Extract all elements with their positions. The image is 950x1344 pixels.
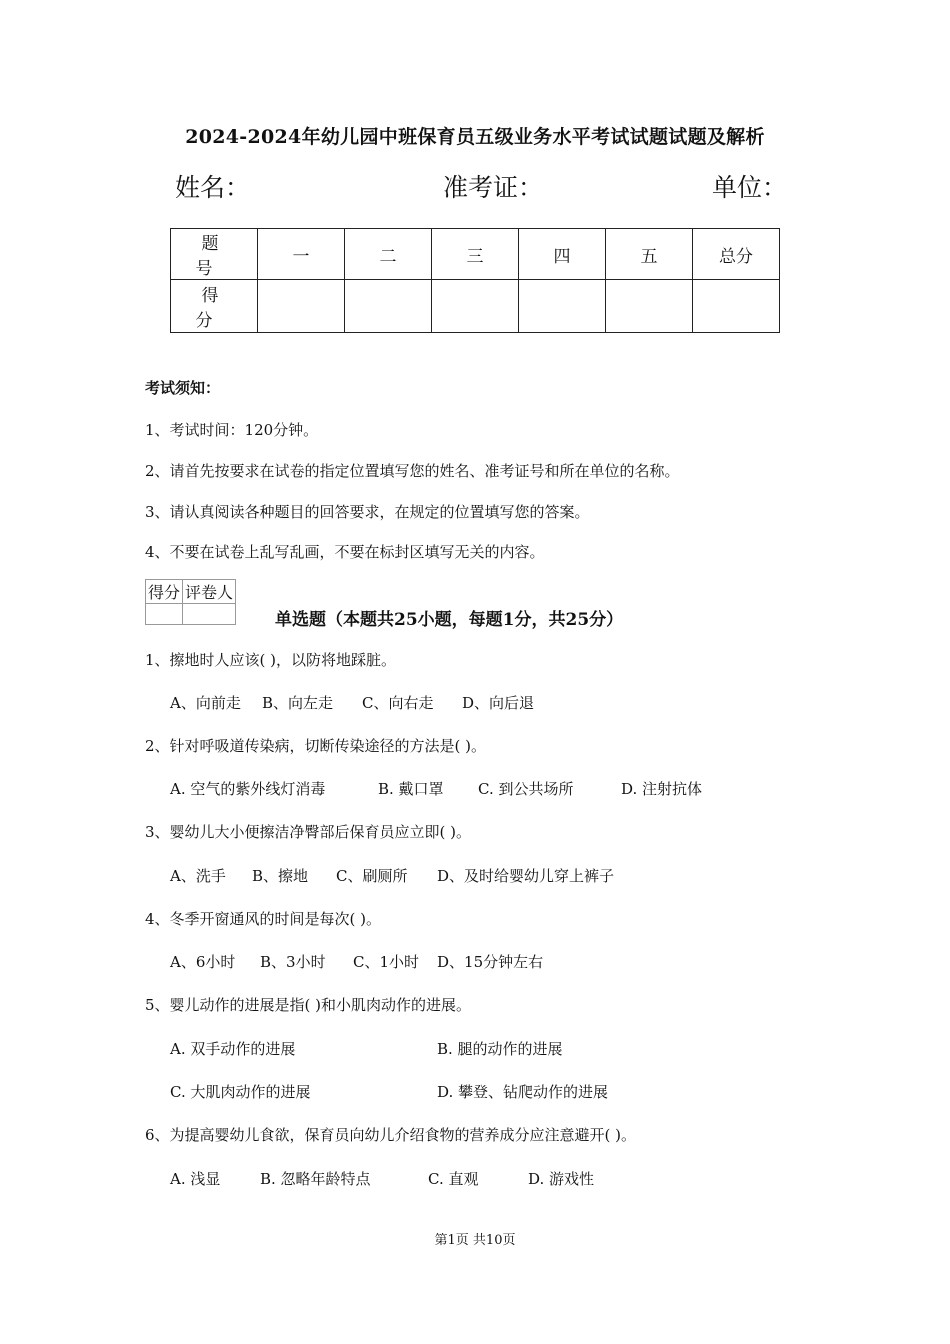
- page-footer: 第1页 共10页: [434, 1233, 516, 1248]
- score-table: [170, 228, 780, 333]
- option: A. 浅显: [170, 1170, 221, 1188]
- score-cell[interactable]: [432, 280, 519, 333]
- question-options: [170, 1168, 594, 1189]
- option: A. 双手动作的进展: [170, 1040, 296, 1058]
- section-title: 单选题（本题共25小题，每题1分，共25分）: [275, 610, 624, 630]
- score-cell[interactable]: [693, 280, 780, 333]
- option: A、向前走: [170, 694, 241, 712]
- question-stem: 3、婴幼儿大小便擦洁净臀部后保育员应立即( )。: [145, 823, 472, 841]
- question-stem: 6、为提高婴幼儿食欲，保育员向幼儿介绍食物的营养成分应注意避开( )。: [145, 1126, 637, 1144]
- question-number-header: 题 号: [171, 229, 258, 280]
- notice-title: 考试须知：: [145, 379, 221, 397]
- option: D. 攀登、钻爬动作的进展: [437, 1083, 609, 1101]
- option: C. 直观: [428, 1170, 479, 1188]
- score-table-header-row: [171, 229, 780, 280]
- column-header: 一: [258, 229, 345, 280]
- score-row-header: 得 分: [171, 280, 258, 333]
- grader-table: [145, 579, 236, 625]
- score-table-score-row: [171, 280, 780, 333]
- question-options: [170, 1038, 563, 1059]
- option: B. 忽略年龄特点: [260, 1170, 371, 1188]
- option: C、刷厕所: [336, 867, 408, 885]
- question-options: [170, 778, 702, 799]
- score-cell[interactable]: [345, 280, 432, 333]
- question-stem: 1、擦地时人应该( )，以防将地踩脏。: [145, 651, 397, 669]
- notice-item: 2、请首先按要求在试卷的指定位置填写您的姓名、准考证号和所在单位的名称。: [145, 462, 680, 480]
- option: A、洗手: [170, 867, 226, 885]
- column-header: 三: [432, 229, 519, 280]
- option: B、擦地: [252, 867, 309, 885]
- option: B. 戴口罩: [378, 780, 444, 798]
- question-stem: 4、冬季开窗通风的时间是每次( )。: [145, 910, 382, 928]
- score-cell[interactable]: [519, 280, 606, 333]
- option: B. 腿的动作的进展: [437, 1040, 563, 1058]
- name-field-label: 姓名：: [175, 173, 251, 202]
- column-header: 四: [519, 229, 606, 280]
- column-header: 五: [606, 229, 693, 280]
- option: D. 注射抗体: [621, 780, 703, 798]
- question-options: [170, 865, 614, 886]
- option: A、6小时: [170, 953, 236, 971]
- option: D. 游戏性: [528, 1170, 595, 1188]
- grader-score-cell[interactable]: [146, 604, 183, 625]
- question-options: [170, 1081, 608, 1102]
- total-header: 总分: [693, 229, 780, 280]
- exam-number-field-label: 准考证：: [443, 173, 544, 202]
- unit-field-label: 单位：: [712, 173, 788, 202]
- option: C. 大肌肉动作的进展: [170, 1083, 311, 1101]
- option: D、及时给婴幼儿穿上裤子: [437, 867, 615, 885]
- option: C. 到公共场所: [478, 780, 574, 798]
- option: D、15分钟左右: [437, 953, 544, 971]
- question-options: [170, 951, 543, 972]
- question-options: [170, 692, 534, 713]
- question-stem: 5、婴儿动作的进展是指( )和小肌肉动作的进展。: [145, 996, 472, 1014]
- option: A. 空气的紫外线灯消毒: [170, 780, 326, 798]
- grader-name-label: 评卷人: [183, 580, 236, 604]
- score-cell[interactable]: [606, 280, 693, 333]
- notice-item: 3、请认真阅读各种题目的回答要求，在规定的位置填写您的答案。: [145, 503, 590, 521]
- option: D、向后退: [462, 694, 535, 712]
- document-title: 2024-2024年幼儿园中班保育员五级业务水平考试试题试题及解析: [185, 126, 765, 148]
- column-header: 二: [345, 229, 432, 280]
- option: B、向左走: [262, 694, 334, 712]
- score-cell[interactable]: [258, 280, 345, 333]
- notice-item: 1、考试时间：120分钟。: [145, 421, 319, 439]
- grader-score-label: 得分: [146, 580, 183, 604]
- grader-name-cell[interactable]: [183, 604, 236, 625]
- option: C、1小时: [353, 953, 420, 971]
- option: B、3小时: [260, 953, 326, 971]
- question-stem: 2、针对呼吸道传染病，切断传染途径的方法是( )。: [145, 737, 487, 755]
- option: C、向右走: [362, 694, 434, 712]
- notice-item: 4、不要在试卷上乱写乱画，不要在标封区填写无关的内容。: [145, 543, 545, 561]
